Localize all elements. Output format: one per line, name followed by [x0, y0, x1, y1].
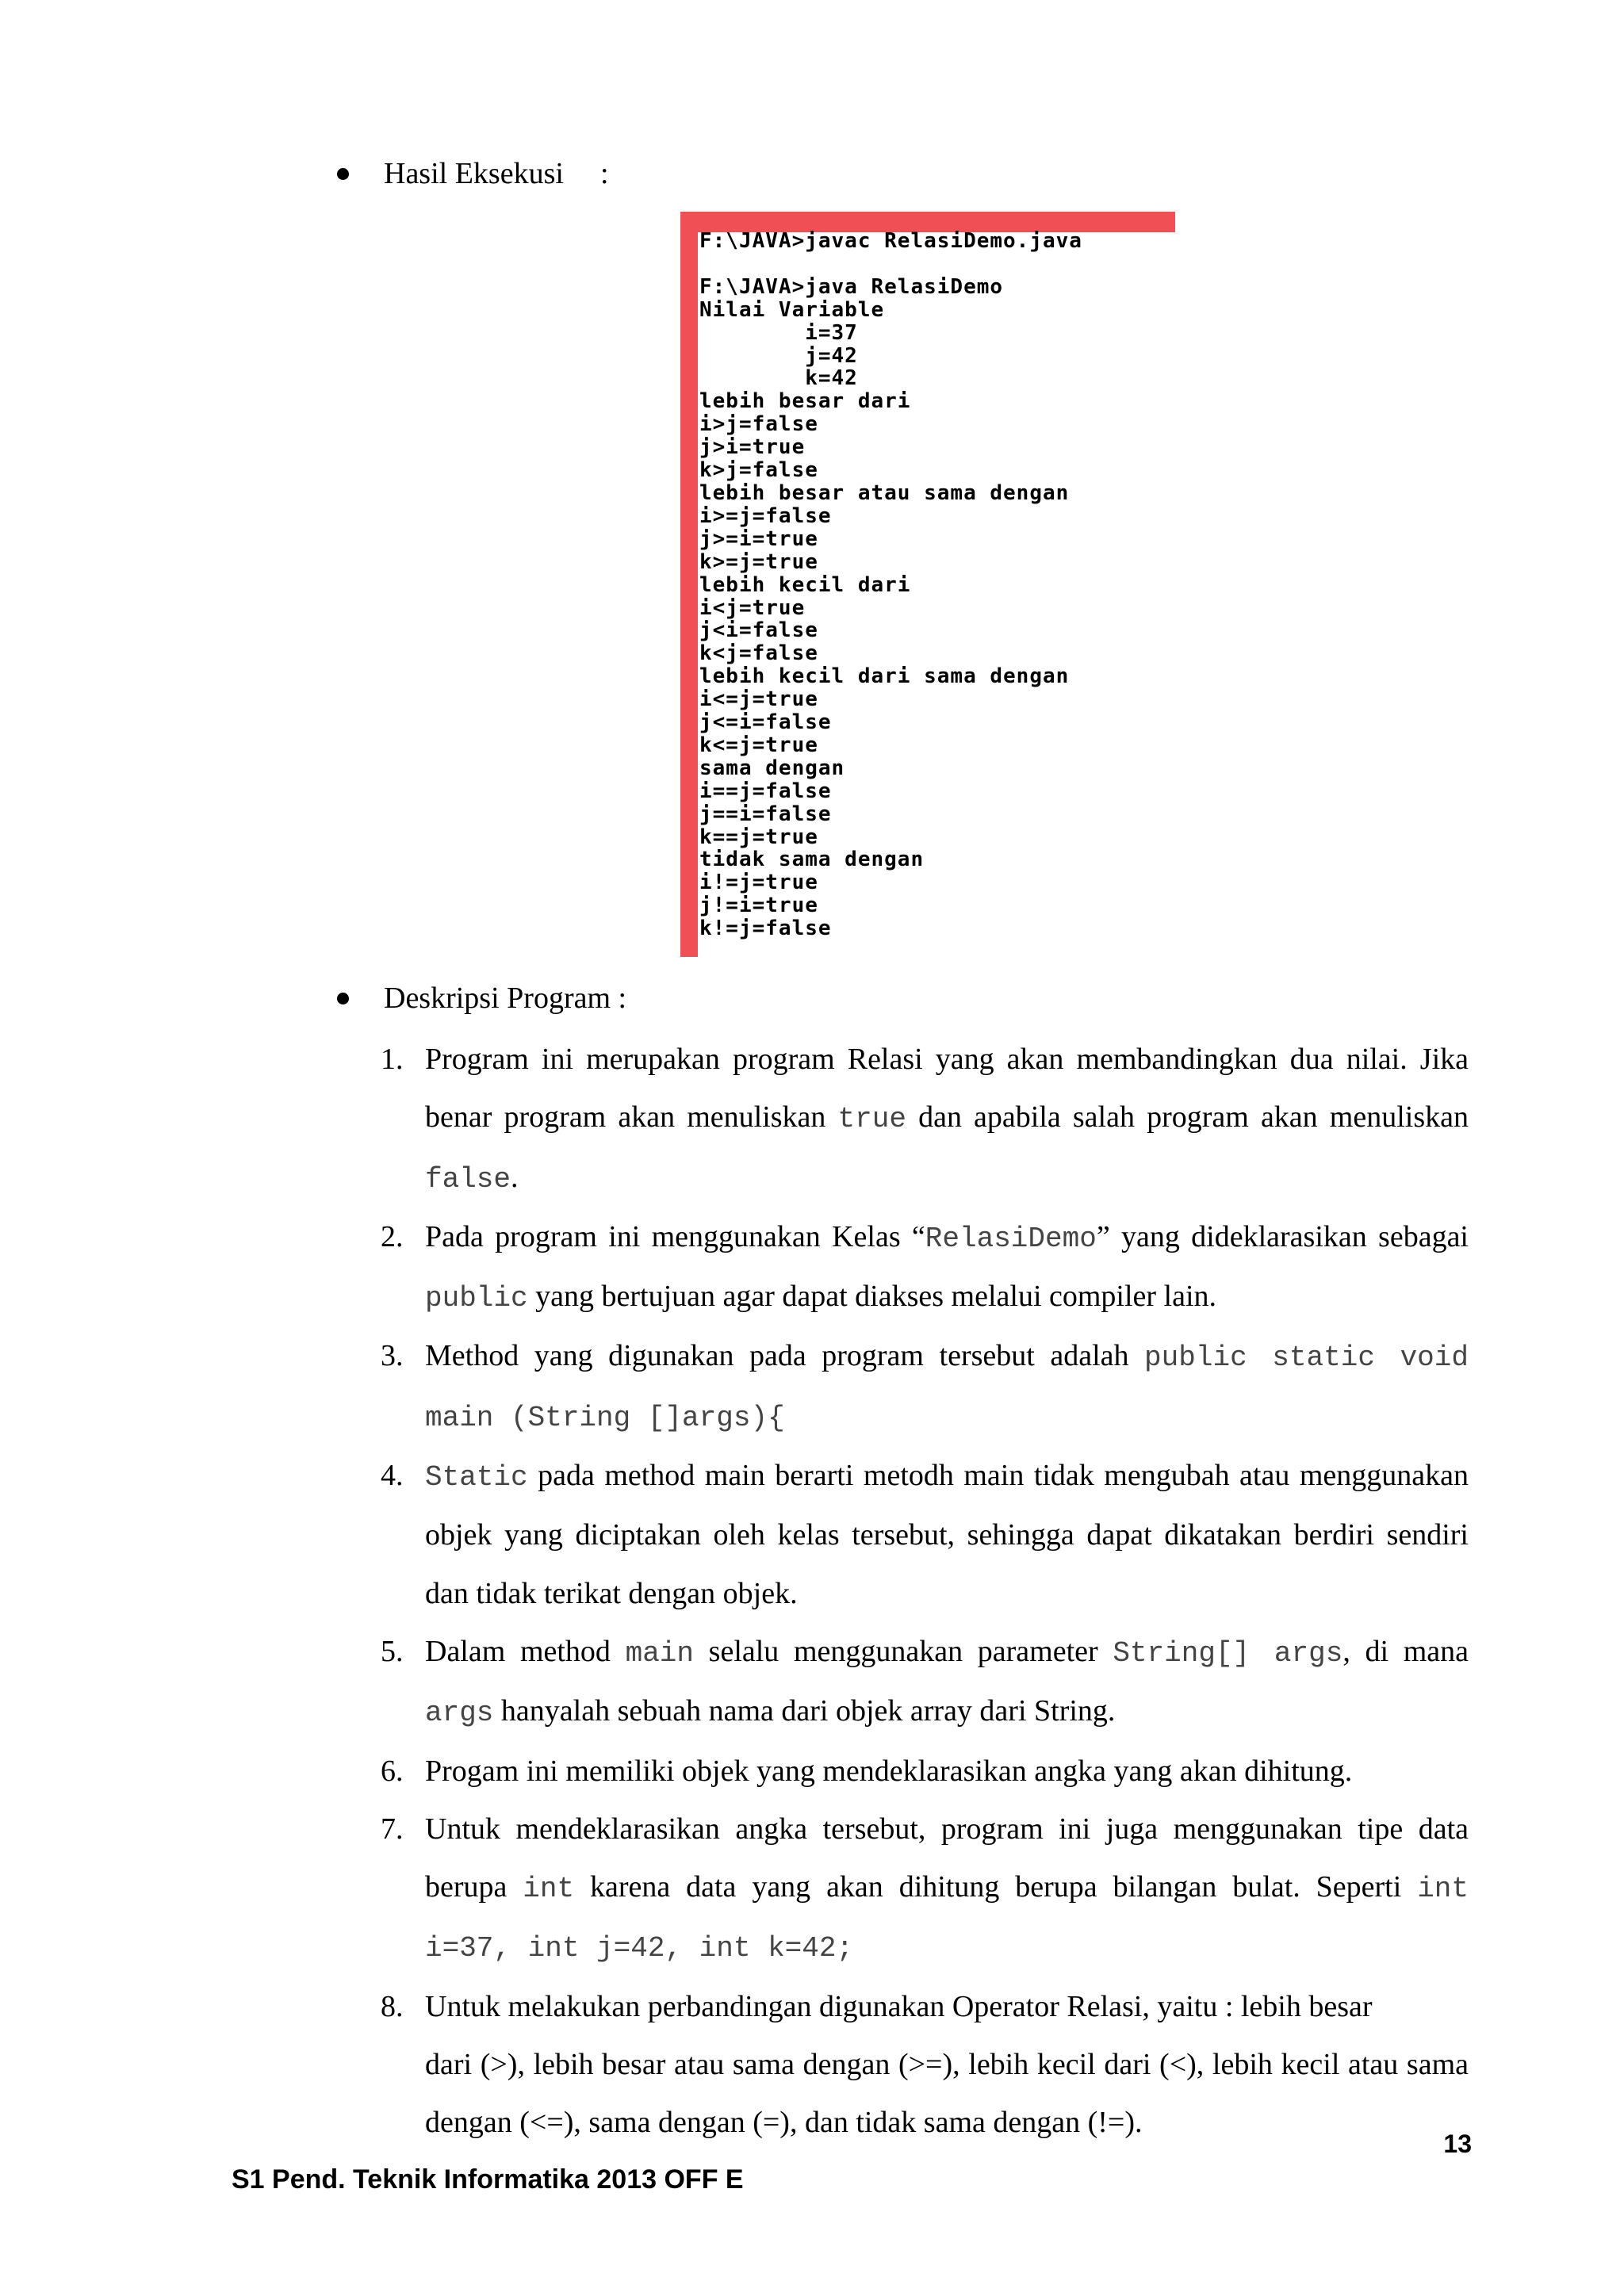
list-item — [381, 1031, 1469, 1208]
hasil-eksekusi-colon: : — [599, 157, 609, 190]
console-line: sama dengan — [699, 756, 845, 780]
console-line: k<j=false — [699, 641, 818, 666]
list-item — [381, 1208, 1469, 1328]
item-text: Program ini merupakan program Relasi yang akan membandingkan dua nilai. Jika benar program akan menuliskan true dan apabila salah program akan menuliskan false. — [425, 1043, 1469, 1196]
console-line: i=37 — [699, 320, 858, 345]
code-main: main — [625, 1636, 695, 1670]
item-number: 2. — [381, 1219, 404, 1253]
console-line: i<j=true — [699, 595, 806, 620]
console-line: lebih kecil dari — [699, 572, 911, 597]
console-line: j==i=false — [699, 802, 832, 826]
item-text: Progam ini memiliki objek yang mendeklarasikan angka yang akan dihitung. — [425, 1754, 1353, 1788]
code-int: int — [523, 1873, 575, 1906]
console-line: i==j=false — [699, 779, 832, 803]
console-line: i>=j=false — [699, 503, 832, 528]
list-item — [381, 1978, 1469, 2152]
console-line: k>=j=true — [699, 549, 818, 574]
console-line: k>j=false — [699, 458, 818, 483]
bullet-dot-icon — [337, 168, 349, 180]
console-output-screenshot — [680, 212, 1182, 957]
console-side-highlight — [680, 212, 698, 957]
console-line: k<=j=true — [699, 733, 818, 757]
console-line: i!=j=true — [699, 871, 818, 895]
item-number: 1. — [381, 1043, 404, 1076]
code-int-declarations: int i=37, int j=42, int k=42; — [425, 1873, 1469, 1965]
code-true: true — [837, 1103, 906, 1136]
console-line: j=42 — [699, 343, 858, 368]
code-public: public — [425, 1282, 528, 1315]
console-line: k!=j=false — [699, 916, 832, 941]
console-line: j!=i=true — [699, 894, 818, 918]
console-line: lebih kecil dari sama dengan — [699, 664, 1070, 689]
console-line: tidak sama dengan — [699, 848, 925, 872]
console-line: j>=i=true — [699, 526, 818, 551]
console-line: j<i=false — [699, 618, 818, 643]
item-text: Untuk melakukan perbandingan digunakan Operator Relasi, yaitu : lebih besar dari (>), lebih besar atau sama dengan (>=), lebih kecil dari (<), lebih kecil atau sama dengan (<=), sama dengan (=), dan tidak sama dengan (!=). — [425, 1989, 1469, 2140]
list-item — [381, 1743, 1469, 1800]
item-number: 5. — [381, 1634, 404, 1668]
console-line: j<=i=false — [699, 710, 832, 735]
item-text: Untuk mendeklarasikan angka tersebut, program ini juga menggunakan tipe data berupa int karena data yang akan dihitung berupa bilangan bulat. Seperti int i=37, int j=42, int k=42; — [425, 1812, 1469, 1965]
code-args: args — [425, 1697, 494, 1730]
description-list — [381, 1031, 1469, 2152]
console-line: F:\JAVA>java RelasiDemo — [699, 274, 1004, 299]
bullet-hasil-eksekusi — [337, 155, 609, 192]
code-false: false — [425, 1162, 511, 1196]
code-relasidemo: RelasiDemo — [925, 1222, 1097, 1255]
console-line: i<=j=true — [699, 687, 818, 712]
console-line: k=42 — [699, 366, 858, 391]
console-text — [699, 230, 1082, 940]
item-text: Method yang digunakan pada program tersebut adalah public static void main (String []args){ — [425, 1339, 1469, 1434]
code-main-signature: public static void main (String []args){ — [425, 1341, 1469, 1434]
hasil-eksekusi-label: Hasil Eksekusi — [384, 157, 564, 190]
item-number: 7. — [381, 1812, 404, 1846]
code-string-args: String[] args — [1113, 1636, 1343, 1670]
console-line: lebih besar dari — [699, 389, 911, 414]
item-number: 3. — [381, 1339, 404, 1373]
console-line: F:\JAVA>javac RelasiDemo.java — [699, 229, 1082, 253]
list-item — [381, 1447, 1469, 1623]
bullet-deskripsi-program — [337, 980, 626, 1016]
console-line: j>i=true — [699, 435, 806, 460]
item-text: Static pada method main berarti metodh main tidak mengubah atau menggunakan objek yang diciptakan oleh kelas tersebut, sehingga dapat dikatakan berdiri sendiri dan tidak terikat dengan objek. — [425, 1459, 1469, 1610]
list-item — [381, 1800, 1469, 1978]
console-line: lebih besar atau sama dengan — [699, 480, 1070, 505]
item-text: Pada program ini menggunakan Kelas “RelasiDemo” yang dideklarasikan sebagai public yang bertujuan agar dapat diakses melalui compiler lain. — [425, 1219, 1469, 1315]
item-number: 4. — [381, 1459, 404, 1493]
list-item — [381, 1623, 1469, 1743]
page-number: 13 — [1443, 2130, 1472, 2158]
console-line: k==j=true — [699, 825, 818, 849]
console-line — [699, 253, 1082, 276]
item-text: Dalam method main selalu menggunakan parameter String[] args, di mana args hanyalah sebuah nama dari objek array dari String. — [425, 1634, 1469, 1730]
console-line: Nilai Variable — [699, 297, 885, 322]
list-item — [381, 1327, 1469, 1447]
footer-text: S1 Pend. Teknik Informatika 2013 OFF E — [232, 2164, 744, 2195]
code-static: Static — [425, 1461, 528, 1494]
item-number: 6. — [381, 1754, 404, 1788]
console-line: i>j=false — [699, 412, 818, 437]
item-number: 8. — [381, 1989, 404, 2023]
bullet-dot-icon — [337, 993, 349, 1004]
deskripsi-program-label: Deskripsi Program : — [384, 982, 627, 1015]
